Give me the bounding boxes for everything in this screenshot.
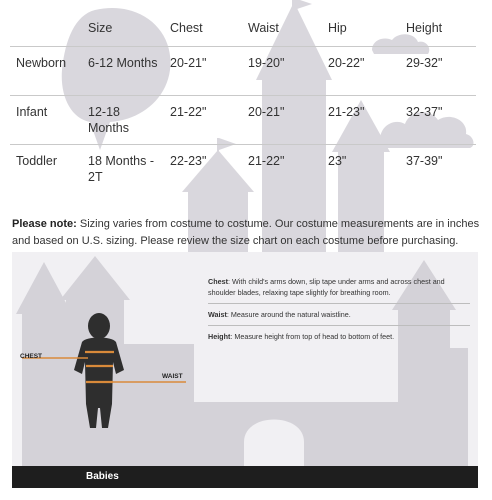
measurement-diagram: [12, 252, 478, 488]
cell-size: 6-12 Months: [88, 56, 158, 70]
instruction-text: : Measure around the natural waistline.: [226, 310, 351, 319]
table-row: [10, 47, 476, 96]
column-header-hip: Hip: [328, 21, 347, 35]
instruction-chest: [208, 276, 470, 298]
column-header-waist: Waist: [248, 21, 279, 35]
cell-waist: 19-20": [248, 56, 285, 70]
column-header: [10, 12, 82, 47]
cell-size: 18 Months - 2T: [88, 154, 155, 184]
instruction-term: Chest: [208, 277, 228, 286]
cell-chest: 20-21": [170, 56, 207, 70]
instruction-waist: [208, 309, 470, 320]
instruction-text: : With child's arms down, slip tape under arms and across chest and shoulder blades, relaxing tape slightly for breathing room.: [208, 277, 445, 297]
table-header-row: [10, 12, 476, 47]
category-footer-bar: [12, 466, 478, 488]
row-label: Infant: [16, 105, 48, 119]
instruction-term: Height: [208, 332, 231, 341]
cell-waist: 21-22": [248, 154, 285, 168]
size-chart-table: [10, 12, 476, 193]
chest-label: CHEST: [20, 353, 43, 360]
cell-height: 32-37": [406, 105, 443, 119]
column-header-height: Height: [406, 21, 443, 35]
cell-size: 12-18 Months: [88, 105, 129, 135]
instruction-text: : Measure height from top of head to bottom of feet.: [230, 332, 395, 341]
cell-hip: 21-23": [328, 105, 365, 119]
cell-hip: 23": [328, 154, 347, 168]
row-label: Newborn: [16, 56, 67, 70]
cell-chest: 21-22": [170, 105, 207, 119]
cell-chest: 22-23": [170, 154, 207, 168]
table-row: [10, 145, 476, 194]
column-header-chest: Chest: [170, 21, 203, 35]
table-row: [10, 96, 476, 145]
cell-height: 37-39": [406, 154, 443, 168]
instruction-term: Waist: [208, 310, 227, 319]
row-label: Toddler: [16, 154, 57, 168]
sizing-note: [12, 216, 482, 250]
measurement-instructions: [208, 276, 470, 342]
cell-hip: 20-22": [328, 56, 365, 70]
cell-height: 29-32": [406, 56, 443, 70]
cell-waist: 20-21": [248, 105, 285, 119]
column-header-size: Size: [88, 21, 113, 35]
category-label: Babies: [86, 471, 119, 482]
note-label: Please note:: [12, 218, 77, 230]
waist-label: WAIST: [162, 373, 183, 380]
divider: [208, 303, 470, 304]
instruction-height: [208, 331, 470, 342]
note-text: Sizing varies from costume to costume. Our costume measurements are in inches and based on U.S. sizing. Please review the size chart on each costume before purchasing.: [12, 218, 480, 247]
divider: [208, 325, 470, 326]
